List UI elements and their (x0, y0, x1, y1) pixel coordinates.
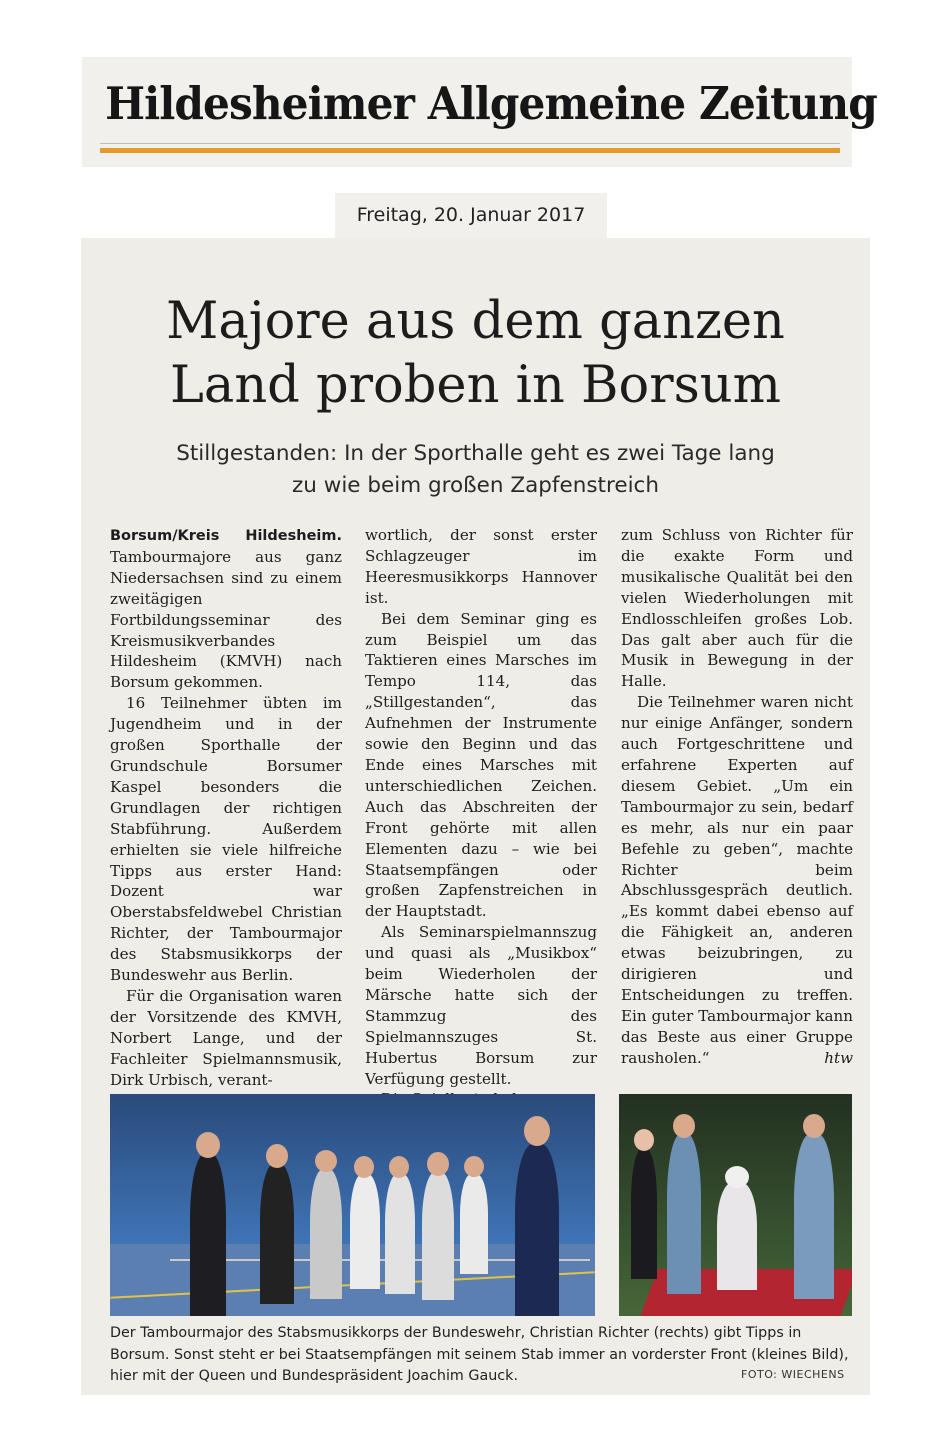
person (667, 1134, 701, 1294)
article-dateline: Borsum/Kreis Hildesheim. (110, 528, 342, 544)
text-column-2 (365, 525, 597, 1110)
person-head (634, 1129, 654, 1151)
newspaper-title: Hildesheimer Allgemeine Zeitung (105, 77, 877, 130)
photo-credit: FOTO: WIECHENS (741, 1368, 845, 1381)
paragraph (110, 525, 342, 693)
person (515, 1144, 559, 1316)
paragraph: Als Seminarspielmannszug und quasi als „Musikbox“ beim Wiederholen der Märsche hatte sich der Stammzug des Spielmannszuges St. Hubertus Borsum zur Verfügung gestellt. (365, 923, 597, 1088)
masthead-clipping (82, 57, 877, 167)
masthead-accent-rule (100, 148, 840, 153)
paragraph (621, 692, 853, 1068)
person-head (673, 1114, 695, 1138)
paragraph-text: Tambourmajore aus ganz Niedersachsen sind zu einem zweitägigen Fortbildungsseminar des Kreismusikverbandes Hildesheim (KMVH) nach Borsum gekommen. (110, 547, 342, 692)
person-head (803, 1114, 825, 1138)
paragraph: Bei dem Seminar ging es zum Beispiel um das Taktieren eines Marsches im Tempo 114, das „Stillgestanden“, das Aufnehmen der Instrumente sowie den Beginn und das Ende eines Marsches mit unterschiedlichen Zeichen. Auch das Abschreiten der Front gehörte mit allen Elementen dazu – wie bei Staatsempfängen oder großen Zapfenstreichen in der Hauptstadt. (365, 609, 597, 921)
issue-date: Freitag, 20. Januar 2017 (356, 204, 586, 226)
article-clipping (81, 238, 870, 1395)
person-head (725, 1166, 749, 1188)
person-head (315, 1150, 337, 1172)
person (631, 1149, 657, 1279)
subhead-line-2: zu wie beim großen Zapfenstreich (291, 473, 659, 498)
text-column-3 (621, 525, 853, 1069)
person-head (354, 1156, 374, 1178)
person-head (464, 1156, 484, 1177)
article-headline (81, 290, 870, 418)
paragraph-text: Die Teilnehmer waren nicht nur einige Anfänger, sondern auch Fortgeschrittene und erfahrene Experten auf diesem Gebiet. „Um ein Tambourmajor zu sein, bedarf es mehr, als nur ein paar Befehle zu geben“, machte Richter beim Abschlussgespräch deutlich. „Es kommt dabei ebenso auf die Fähigkeit an, anderen etwas beizubringen, zu dirigieren und Entscheidungen zu treffen. Ein guter Tambourmajor kann das Beste aus einer Gruppe rausholen.“ (621, 693, 853, 1067)
masthead-thin-rule (100, 143, 840, 144)
person-head (266, 1144, 288, 1168)
state-reception-photo (619, 1094, 852, 1316)
subhead-line-1: Stillgestanden: In der Sporthalle geht es zwei Tage lang (176, 441, 775, 466)
person (460, 1174, 488, 1274)
person-head (524, 1116, 550, 1146)
paragraph: 16 Teilnehmer übten im Jugendheim und in der großen Sporthalle der Grundschule Borsumer Kaspel besonders die Grundlagen der richtigen Stabführung. Außerdem erhielten sie viele hilfreiche Tipps aus erster Hand: Dozent war Oberstabsfeldwebel Christian Richter, der Tambourmajor des Stabsmusikkorps der Bundeswehr aus Berlin. (110, 694, 342, 985)
person (260, 1164, 294, 1304)
paragraph: wortlich, der sonst erster Schlagzeuger im Heeresmusikkorps Hannover ist. (365, 526, 597, 607)
person (794, 1134, 834, 1299)
person (422, 1172, 454, 1300)
person (717, 1182, 757, 1290)
headline-line-1: Majore aus dem ganzen (166, 292, 785, 351)
person (310, 1169, 342, 1299)
person (190, 1154, 226, 1316)
author-signature: htw (824, 1048, 853, 1067)
seminar-photo (110, 1094, 595, 1316)
headline-line-2: Land proben in Borsum (170, 356, 781, 415)
paragraph: Für die Organisation waren der Vorsitzende des KMVH, Norbert Lange, und der Fachleiter Spielmannsmusik, Dirk Urbisch, verant- (110, 986, 342, 1089)
date-clipping (335, 193, 607, 239)
article-subheadline (81, 438, 870, 502)
person (385, 1174, 415, 1294)
paragraph: zum Schluss von Richter für die exakte Form und musikalische Qualität bei den vielen Wiederholungen mit Endlosschleifen großes Lob. Das galt aber auch für die Musik in Bewegung in der Halle. (621, 526, 853, 691)
photo-caption: Der Tambourmajor des Stabsmusikkorps der Bundeswehr, Christian Richter (rechts) gibt Tipps in Borsum. Sonst steht er bei Staatsempfängen mit seinem Stab immer an vorderster Front (kleines Bild), hier mit der Queen und Bundespräsident Joachim Gauck. (110, 1325, 849, 1384)
person (350, 1174, 380, 1289)
person-head (427, 1152, 449, 1176)
person-head (196, 1132, 220, 1158)
person-head (389, 1156, 409, 1178)
text-column-1 (110, 525, 342, 1090)
